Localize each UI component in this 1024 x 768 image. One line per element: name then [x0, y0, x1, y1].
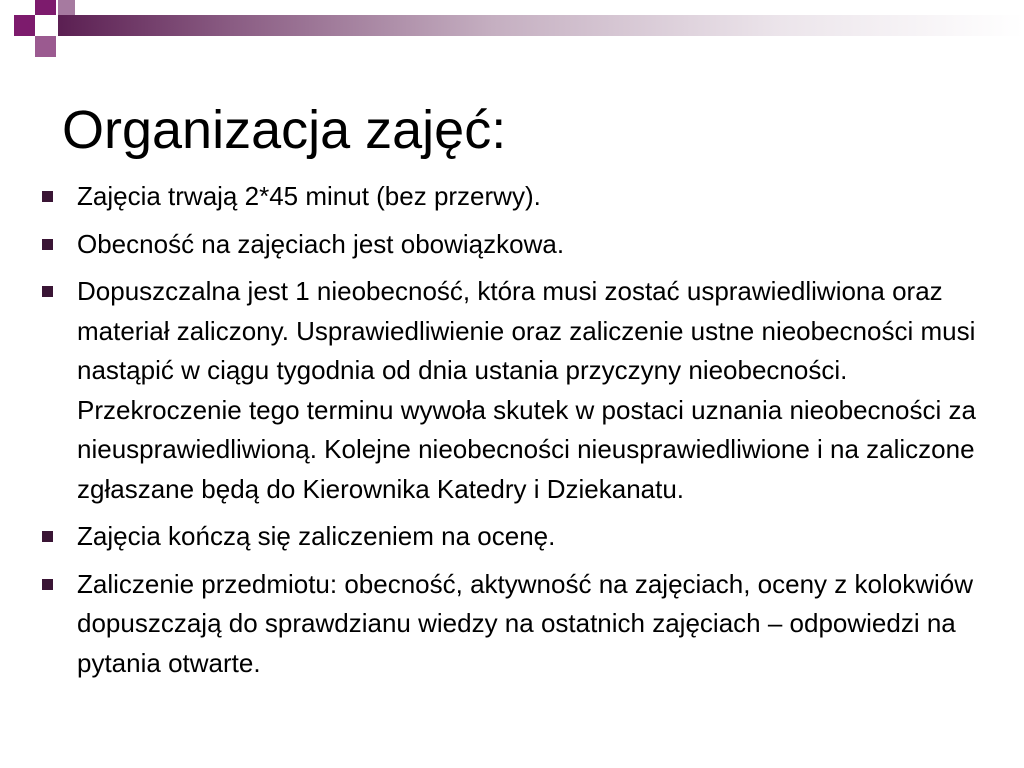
bullet-item: [40, 177, 980, 217]
bullet-text: Obecność na zajęciach jest obowiązkowa.: [77, 228, 565, 259]
bullet-item: [40, 225, 980, 265]
square-bullet-icon: [42, 239, 53, 250]
header-gradient-bar: [58, 15, 1024, 36]
bullet-item: [40, 517, 980, 557]
bullet-item: [40, 565, 980, 684]
bullet-text: Zajęcia trwają 2*45 minut (bez przerwy).: [77, 181, 541, 211]
bullet-text: Zaliczenie przedmiotu: obecność, aktywność na zajęciach, oceny z kolokwiów dopuszczają do sprawdzianu wiedzy na ostatnich zajęciach – odpowiedzi na pytania otwarte.: [77, 568, 973, 678]
bullet-text: Dopuszczalna jest 1 nieobecność, która musi zostać usprawiedliwiona oraz materiał zaliczony. Usprawiedliwienie oraz zaliczenie ustne nieobecności musi nastąpić w ciągu tygodnia od dnia ustania przyczyny nieobecności. Przekroczenie tego terminu wywoła skutek w postaci uznania nieobecności za nieusprawiedliwioną. Kolejne nieobecności nieusprawiedliwione i na zaliczone zgłaszane będą do Kierownika Katedry i Dziekanatu.: [77, 276, 976, 504]
bullet-item: [40, 272, 980, 509]
decorative-square: [35, 36, 56, 57]
square-bullet-icon: [42, 531, 53, 542]
slide-title: Organizacja zajęć:: [62, 100, 507, 160]
bullet-text: Zajęcia kończą się zaliczeniem na ocenę.: [77, 521, 556, 551]
bullet-list: [40, 177, 980, 691]
square-bullet-icon: [42, 191, 53, 202]
decorative-square: [14, 15, 35, 36]
square-bullet-icon: [42, 579, 53, 590]
square-bullet-icon: [42, 286, 53, 297]
decorative-square: [35, 0, 56, 15]
header-decoration: [0, 0, 1024, 60]
decorative-square: [58, 0, 75, 15]
